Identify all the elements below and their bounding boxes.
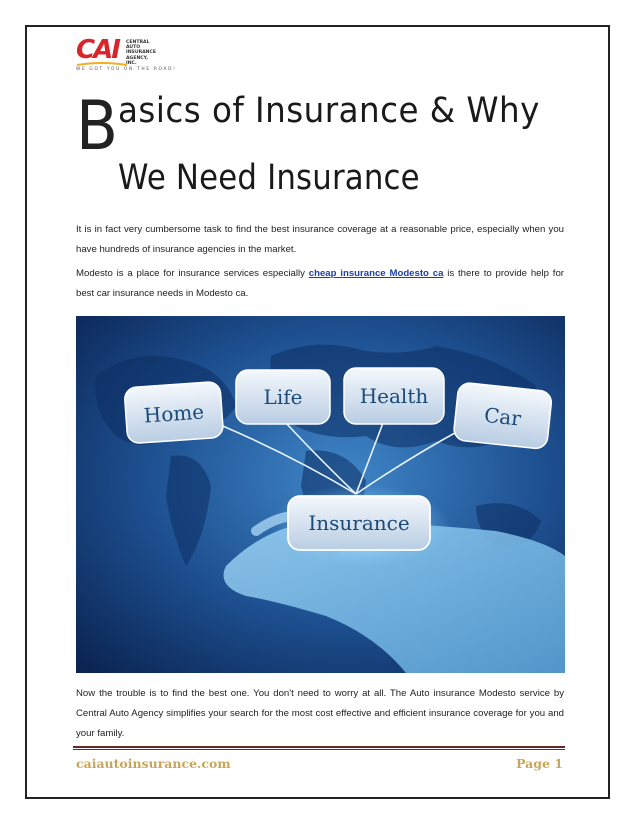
logo-side-line: AGENCY, INC. (126, 55, 148, 66)
hero-illustration (76, 316, 565, 673)
car-label: Car (483, 402, 523, 431)
logo-tagline: WE GOT YOU ON THE ROAD! (76, 67, 177, 72)
paragraph-text: Modesto is a place for insurance services especially (76, 268, 309, 279)
car-box (453, 382, 553, 450)
closing-paragraph: Now the trouble is to find the best one. You don't need to worry at all. The Auto insurance Modesto service by Central Auto Agency simplifies your search for the most cost effective and efficient insurance coverage for you and your family. (76, 688, 564, 739)
home-box (124, 381, 224, 444)
company-logo[interactable] (76, 36, 180, 74)
logo-side-text (126, 40, 156, 66)
insurance-hero-image (76, 316, 565, 673)
cheap-insurance-link[interactable]: cheap insurance Modesto ca (308, 268, 444, 279)
health-box (344, 368, 444, 424)
footer-divider (73, 746, 565, 748)
modesto-paragraph (76, 264, 564, 304)
home-label: Home (142, 399, 205, 428)
life-label: Life (263, 385, 303, 409)
intro-paragraph: It is in fact very cumbersome task to find the best insurance coverage at a reasonable price, especially when you have hundreds of insurance agencies in the market. (76, 224, 564, 255)
health-label: Health (359, 384, 429, 408)
insurance-box (288, 496, 430, 550)
life-box (236, 370, 330, 424)
page-title-line1: asics of Insurance & Why (118, 91, 540, 131)
logo-mark: CAI (76, 35, 119, 65)
paragraph-text: is there to provide help for best car insurance needs in Modesto ca. (76, 268, 564, 299)
footer-divider-thin (73, 749, 565, 750)
page-title-line2: We Need Insurance (118, 158, 420, 198)
title-dropcap: B (76, 87, 118, 166)
logo-side-line: AUTO (126, 45, 141, 51)
footer-website[interactable]: caiautoinsurance.com (76, 756, 231, 771)
logo-side-line: INSURANCE (126, 50, 157, 56)
logo-side-line: CENTRAL (126, 40, 150, 45)
page-number: Page 1 (516, 756, 563, 771)
insurance-label: Insurance (308, 511, 410, 535)
